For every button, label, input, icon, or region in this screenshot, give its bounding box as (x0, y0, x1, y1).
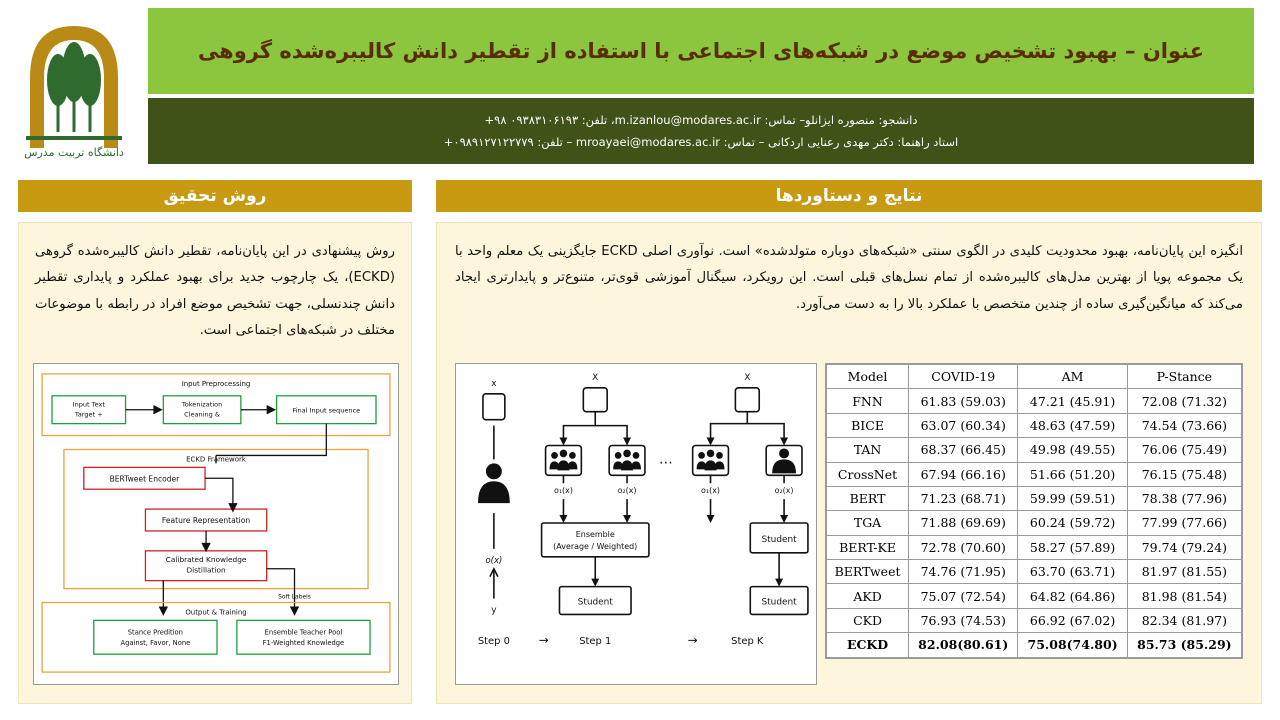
table-row (827, 413, 1242, 437)
output-label: o₁(x) (701, 486, 721, 496)
table-cell: 76.06 (75.49) (1127, 438, 1241, 462)
section-header-results (436, 180, 1262, 212)
table-cell: 63.70 (63.71) (1018, 560, 1127, 584)
group-label-output: Output & Training (185, 608, 247, 617)
university-logo (6, 6, 142, 166)
table-cell: 64.82 (64.86) (1018, 584, 1127, 608)
table-cell: 78.38 (77.96) (1127, 486, 1241, 510)
soft-labels-label: Soft Labels (278, 593, 311, 601)
table-row (827, 584, 1242, 608)
node-input-text-line2: + Target (74, 410, 103, 419)
section-header-method-label: روش تحقیق (163, 186, 267, 206)
table-cell: 63.07 (60.34) (909, 413, 1018, 437)
node-feature: Feature Representation (161, 516, 251, 526)
table-cell: TAN (827, 438, 909, 462)
distillation-diagram-svg (456, 364, 816, 684)
table-row (827, 608, 1242, 632)
arrow-right-icon: → (687, 633, 698, 648)
student-contact-line: دانشجو: منصوره ایزانلو– تماس: m.izanlou@modares.ac.ir، تلفن: ۰۹۳۸۳۱۰۶۱۹۳ ۹۸+ (484, 112, 918, 127)
table-column-header: Model (827, 365, 909, 389)
node-final-input: Final Input sequence (292, 406, 361, 415)
multi-generation-distillation-figure (455, 363, 817, 685)
table-cell: 72.78 (70.60) (909, 535, 1018, 559)
table-cell: 48.63 (47.59) (1018, 413, 1127, 437)
ensemble-box-line1: Ensemble (575, 529, 615, 539)
table-column-header: P-Stance (1127, 365, 1241, 389)
arrow-right-icon: → (538, 633, 549, 648)
table-cell: 81.98 (81.54) (1127, 584, 1241, 608)
node-stance-line2: Against, Favor, None (120, 639, 191, 648)
table-cell: 75.07 (72.54) (909, 584, 1018, 608)
table-row-highlight (827, 633, 1242, 657)
table-cell: 74.76 (71.95) (909, 560, 1018, 584)
table-row (827, 389, 1242, 413)
section-header-method (18, 180, 412, 212)
method-paragraph: روش پیشنهادی در این پایان‌نامه، تقطیر دانش کالیبره‌شده گروهی (ECKD)، یک چارچوب جدید برای بهبود عملکرد و پایداری تقطیر دانش چندنسلی، جهت تشخیص موضع افراد در رابطه با موضوعات مختلف در شبکه‌های اجتماعی است. (35, 244, 395, 339)
x-label: x (491, 378, 497, 389)
table-cell: CKD (827, 608, 909, 632)
y-label: y (491, 605, 497, 616)
table-cell: BERT (827, 486, 909, 510)
table-cell: 76.15 (75.48) (1127, 462, 1241, 486)
table-cell: ECKD (827, 633, 909, 657)
table-cell: 68.37 (66.45) (909, 438, 1018, 462)
logo-caption: دانشگاه تربیت مدرس (24, 146, 124, 159)
table-column-header: COVID-19 (909, 365, 1018, 389)
student-box: Student (761, 597, 797, 608)
step-label: Step 1 (579, 636, 612, 648)
table-cell: 49.98 (49.55) (1018, 438, 1127, 462)
step-label: Step 0 (477, 636, 510, 648)
table-cell: FNN (827, 389, 909, 413)
step-label: Step K (731, 636, 764, 648)
table-cell: 47.21 (45.91) (1018, 389, 1127, 413)
table-cell: BERTweet (827, 560, 909, 584)
table-cell: 82.08(80.61) (909, 633, 1018, 657)
table-cell: 76.93 (74.53) (909, 608, 1018, 632)
table-cell: 75.08(74.80) (1018, 633, 1127, 657)
output-label: o₂(x) (774, 486, 794, 496)
output-axis-label: o(x) (485, 554, 503, 565)
ellipsis: … (658, 451, 673, 468)
table-row (827, 438, 1242, 462)
table-cell: TGA (827, 511, 909, 535)
output-label: o₂(x) (617, 486, 637, 496)
node-ckd-line1: Calibrated Knowledge (165, 554, 247, 564)
table-cell: 77.99 (77.66) (1127, 511, 1241, 535)
x-label: X (592, 372, 599, 383)
table-row (827, 535, 1242, 559)
results-paragraph: انگیزه این پایان‌نامه، بهبود محدودیت کلیدی در الگوی سنتی «شبکه‌های دوباره متولدشده» است. نوآوری اصلی ECKD جایگزینی یک معلم واحد با یک مجموعه پویا از بهترین مدل‌های کالیبره‌شده از تمام نسل‌های قبلی است. این رویکرد، سیگنال آموزشی قوی‌تر، متنوع‌تر و پایدارتری ایجاد می‌کند که میانگین‌گیری ساده از چندین متخصص با عملکرد بالا را به دست می‌آورد. (455, 244, 1243, 312)
table-cell: 82.34 (81.97) (1127, 608, 1241, 632)
table-header-row (827, 365, 1242, 389)
output-label: o₁(x) (553, 486, 573, 496)
table-cell: 79.74 (79.24) (1127, 535, 1241, 559)
node-teacher-pool-line2: F1-Weighted Knowledge (262, 639, 345, 648)
table-cell: 58.27 (57.89) (1018, 535, 1127, 559)
node-teacher-pool-line1: Ensemble Teacher Pool (264, 628, 343, 637)
node-encoder: BERTweet Encoder (109, 474, 180, 484)
table-cell: BICE (827, 413, 909, 437)
table-cell: 71.23 (68.71) (909, 486, 1018, 510)
table-column-header: AM (1018, 365, 1127, 389)
table-cell: CrossNet (827, 462, 909, 486)
table-cell: AKD (827, 584, 909, 608)
group-label-framework: ECKD Framework (186, 455, 246, 464)
table-cell: 72.08 (71.32) (1127, 389, 1241, 413)
section-header-results-label: نتایج و دستاوردها (775, 186, 923, 206)
table-cell: BERT-KE (827, 535, 909, 559)
node-tokenization-line1: Tokenization (181, 400, 223, 409)
results-table (826, 364, 1242, 658)
table-cell: 61.83 (59.03) (909, 389, 1018, 413)
university-logo-icon (8, 8, 140, 164)
node-ckd-line2: Distillation (186, 565, 226, 575)
group-label-input: Input Preprocessing (181, 379, 251, 388)
table-cell: 60.24 (59.72) (1018, 511, 1127, 535)
x-label: X (744, 372, 751, 383)
poster-header (0, 0, 1280, 172)
node-stance-line1: Stance Predition (127, 628, 183, 637)
eckd-flowchart-svg (34, 364, 398, 684)
student-box: Student (761, 534, 797, 545)
table-cell: 67.94 (66.16) (909, 462, 1018, 486)
method-panel (18, 222, 412, 704)
table-cell: 51.66 (51.20) (1018, 462, 1127, 486)
results-panel (436, 222, 1262, 704)
contact-band (148, 98, 1254, 164)
table-row (827, 462, 1242, 486)
page-title: عنوان – بهبود تشخیص موضع در شبکه‌های اجتماعی با استفاده از تقطیر دانش کالیبره‌شده گروهی (197, 38, 1205, 63)
eckd-framework-figure (33, 363, 399, 685)
results-table-wrapper (825, 363, 1243, 659)
table-cell: 59.99 (59.51) (1018, 486, 1127, 510)
table-row (827, 560, 1242, 584)
table-row (827, 486, 1242, 510)
node-tokenization-line2: & Cleaning (184, 410, 221, 419)
student-box: Student (577, 597, 613, 608)
table-cell: 74.54 (73.66) (1127, 413, 1241, 437)
table-cell: 85.73 (85.29) (1127, 633, 1241, 657)
table-row (827, 511, 1242, 535)
table-cell: 66.92 (67.02) (1018, 608, 1127, 632)
table-cell: 71.88 (69.69) (909, 511, 1018, 535)
supervisor-contact-line: استاد راهنما: دکتر مهدی رعنایی اردکانی – تماس: mroayaei@modares.ac.ir – تلفن: ۰۹۸۹۱۲۷۱۲۲۷۷۹+ (443, 134, 959, 149)
poster-title-band (148, 8, 1254, 94)
node-input-text-line1: Input Text (72, 400, 105, 409)
ensemble-box-line2: (Average / Weighted) (553, 541, 638, 551)
table-cell: 81.97 (81.55) (1127, 560, 1241, 584)
